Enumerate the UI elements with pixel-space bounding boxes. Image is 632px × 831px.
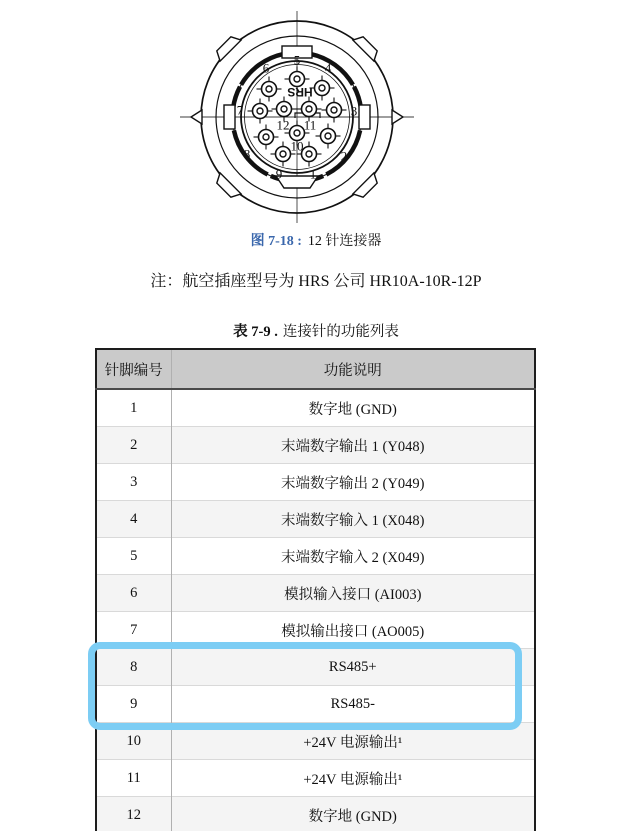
- figure-caption: [0, 230, 632, 250]
- table-row: [96, 797, 535, 831]
- table-title-text: 连接针的功能列表: [282, 324, 399, 340]
- pin-number-cell: 1: [96, 389, 171, 427]
- table-body: [96, 389, 535, 831]
- pin-number-cell: 4: [96, 501, 171, 538]
- pin-number-cell: 7: [96, 612, 171, 649]
- table-title: [0, 320, 632, 341]
- table-row: [96, 760, 535, 797]
- table-row: [96, 612, 535, 649]
- table-row: [96, 427, 535, 464]
- connector-logo: HRS: [287, 84, 313, 99]
- pin-label: 10: [290, 138, 304, 154]
- table-row: [96, 464, 535, 501]
- function-cell: RS485+: [171, 649, 535, 686]
- body-ear: [217, 173, 241, 197]
- body-tip-right: [392, 110, 403, 124]
- body-ear: [217, 37, 241, 61]
- column-header-pin: 针脚编号: [96, 349, 171, 389]
- pin-label: 7: [236, 102, 244, 118]
- function-cell: 模拟输入接口 (AI003): [171, 575, 535, 612]
- pin-label: 1: [309, 166, 317, 182]
- keyway-tab-right: [359, 105, 370, 129]
- pin-label: 9: [275, 166, 283, 182]
- pin-number-cell: 10: [96, 723, 171, 760]
- connector-pin: [244, 125, 279, 162]
- table-row: [96, 501, 535, 538]
- table-row: [96, 538, 535, 575]
- body-ear: [353, 37, 377, 61]
- table-row: [96, 389, 535, 427]
- pin-number-cell: 8: [96, 649, 171, 686]
- function-cell: 末端数字输入 1 (X048): [171, 501, 535, 538]
- connector-diagram: [179, 5, 415, 229]
- table-row: [96, 723, 535, 760]
- table-label: 表 7-9 .: [233, 324, 278, 340]
- function-cell: 末端数字输出 2 (Y049): [171, 464, 535, 501]
- column-header-function: 功能说明: [171, 349, 535, 389]
- pin-label: 5: [293, 52, 301, 68]
- function-cell: 数字地 (GND): [308, 401, 397, 418]
- table-row: [96, 649, 535, 686]
- pin-number-cell: 12: [96, 797, 171, 831]
- pin-label: 4: [324, 60, 332, 76]
- function-cell: +24V 电源输出¹: [171, 760, 535, 797]
- pin-label: 12: [276, 117, 290, 133]
- function-cell: RS485-: [171, 686, 535, 723]
- pin-label: 8: [243, 146, 251, 162]
- pin-number-cell: 6: [96, 575, 171, 612]
- connector-pin: [237, 99, 273, 124]
- pin-number-cell: 9: [96, 686, 171, 723]
- pin-label: 11: [303, 117, 317, 133]
- pin-number-cell: 3: [96, 464, 171, 501]
- function-cell: +24V 电源输出¹: [171, 723, 535, 760]
- table-row: [96, 686, 535, 723]
- pin-number-cell: 11: [96, 760, 171, 797]
- body-tip-left: [191, 110, 202, 124]
- keyway-tab-left: [224, 105, 235, 129]
- bayonet-arc: [310, 54, 353, 85]
- pin-label: 2: [340, 148, 348, 164]
- function-cell: 末端数字输出 1 (Y048): [171, 427, 535, 464]
- body-ear: [353, 173, 377, 197]
- pin-number-cell: 2: [96, 427, 171, 464]
- function-cell: 模拟输出接口 (AO005): [171, 612, 535, 649]
- table-row: [96, 575, 535, 612]
- note-text: 注：航空插座型号为 HRS 公司 HR10A-10R-12P: [150, 273, 482, 290]
- pin-function-table: [95, 348, 536, 831]
- connector-pin: [322, 98, 358, 123]
- figure-title: 12 针连接器: [307, 234, 382, 249]
- pin-label: 3: [350, 103, 358, 119]
- function-cell: 末端数字输入 2 (X049): [171, 538, 535, 575]
- function-cell: 数字地 (GND): [171, 797, 535, 831]
- pin-label: 6: [262, 60, 270, 76]
- table-header-row: [96, 349, 535, 389]
- pin-number-cell: 5: [96, 538, 171, 575]
- figure-label: 图 7-18 :: [250, 234, 302, 249]
